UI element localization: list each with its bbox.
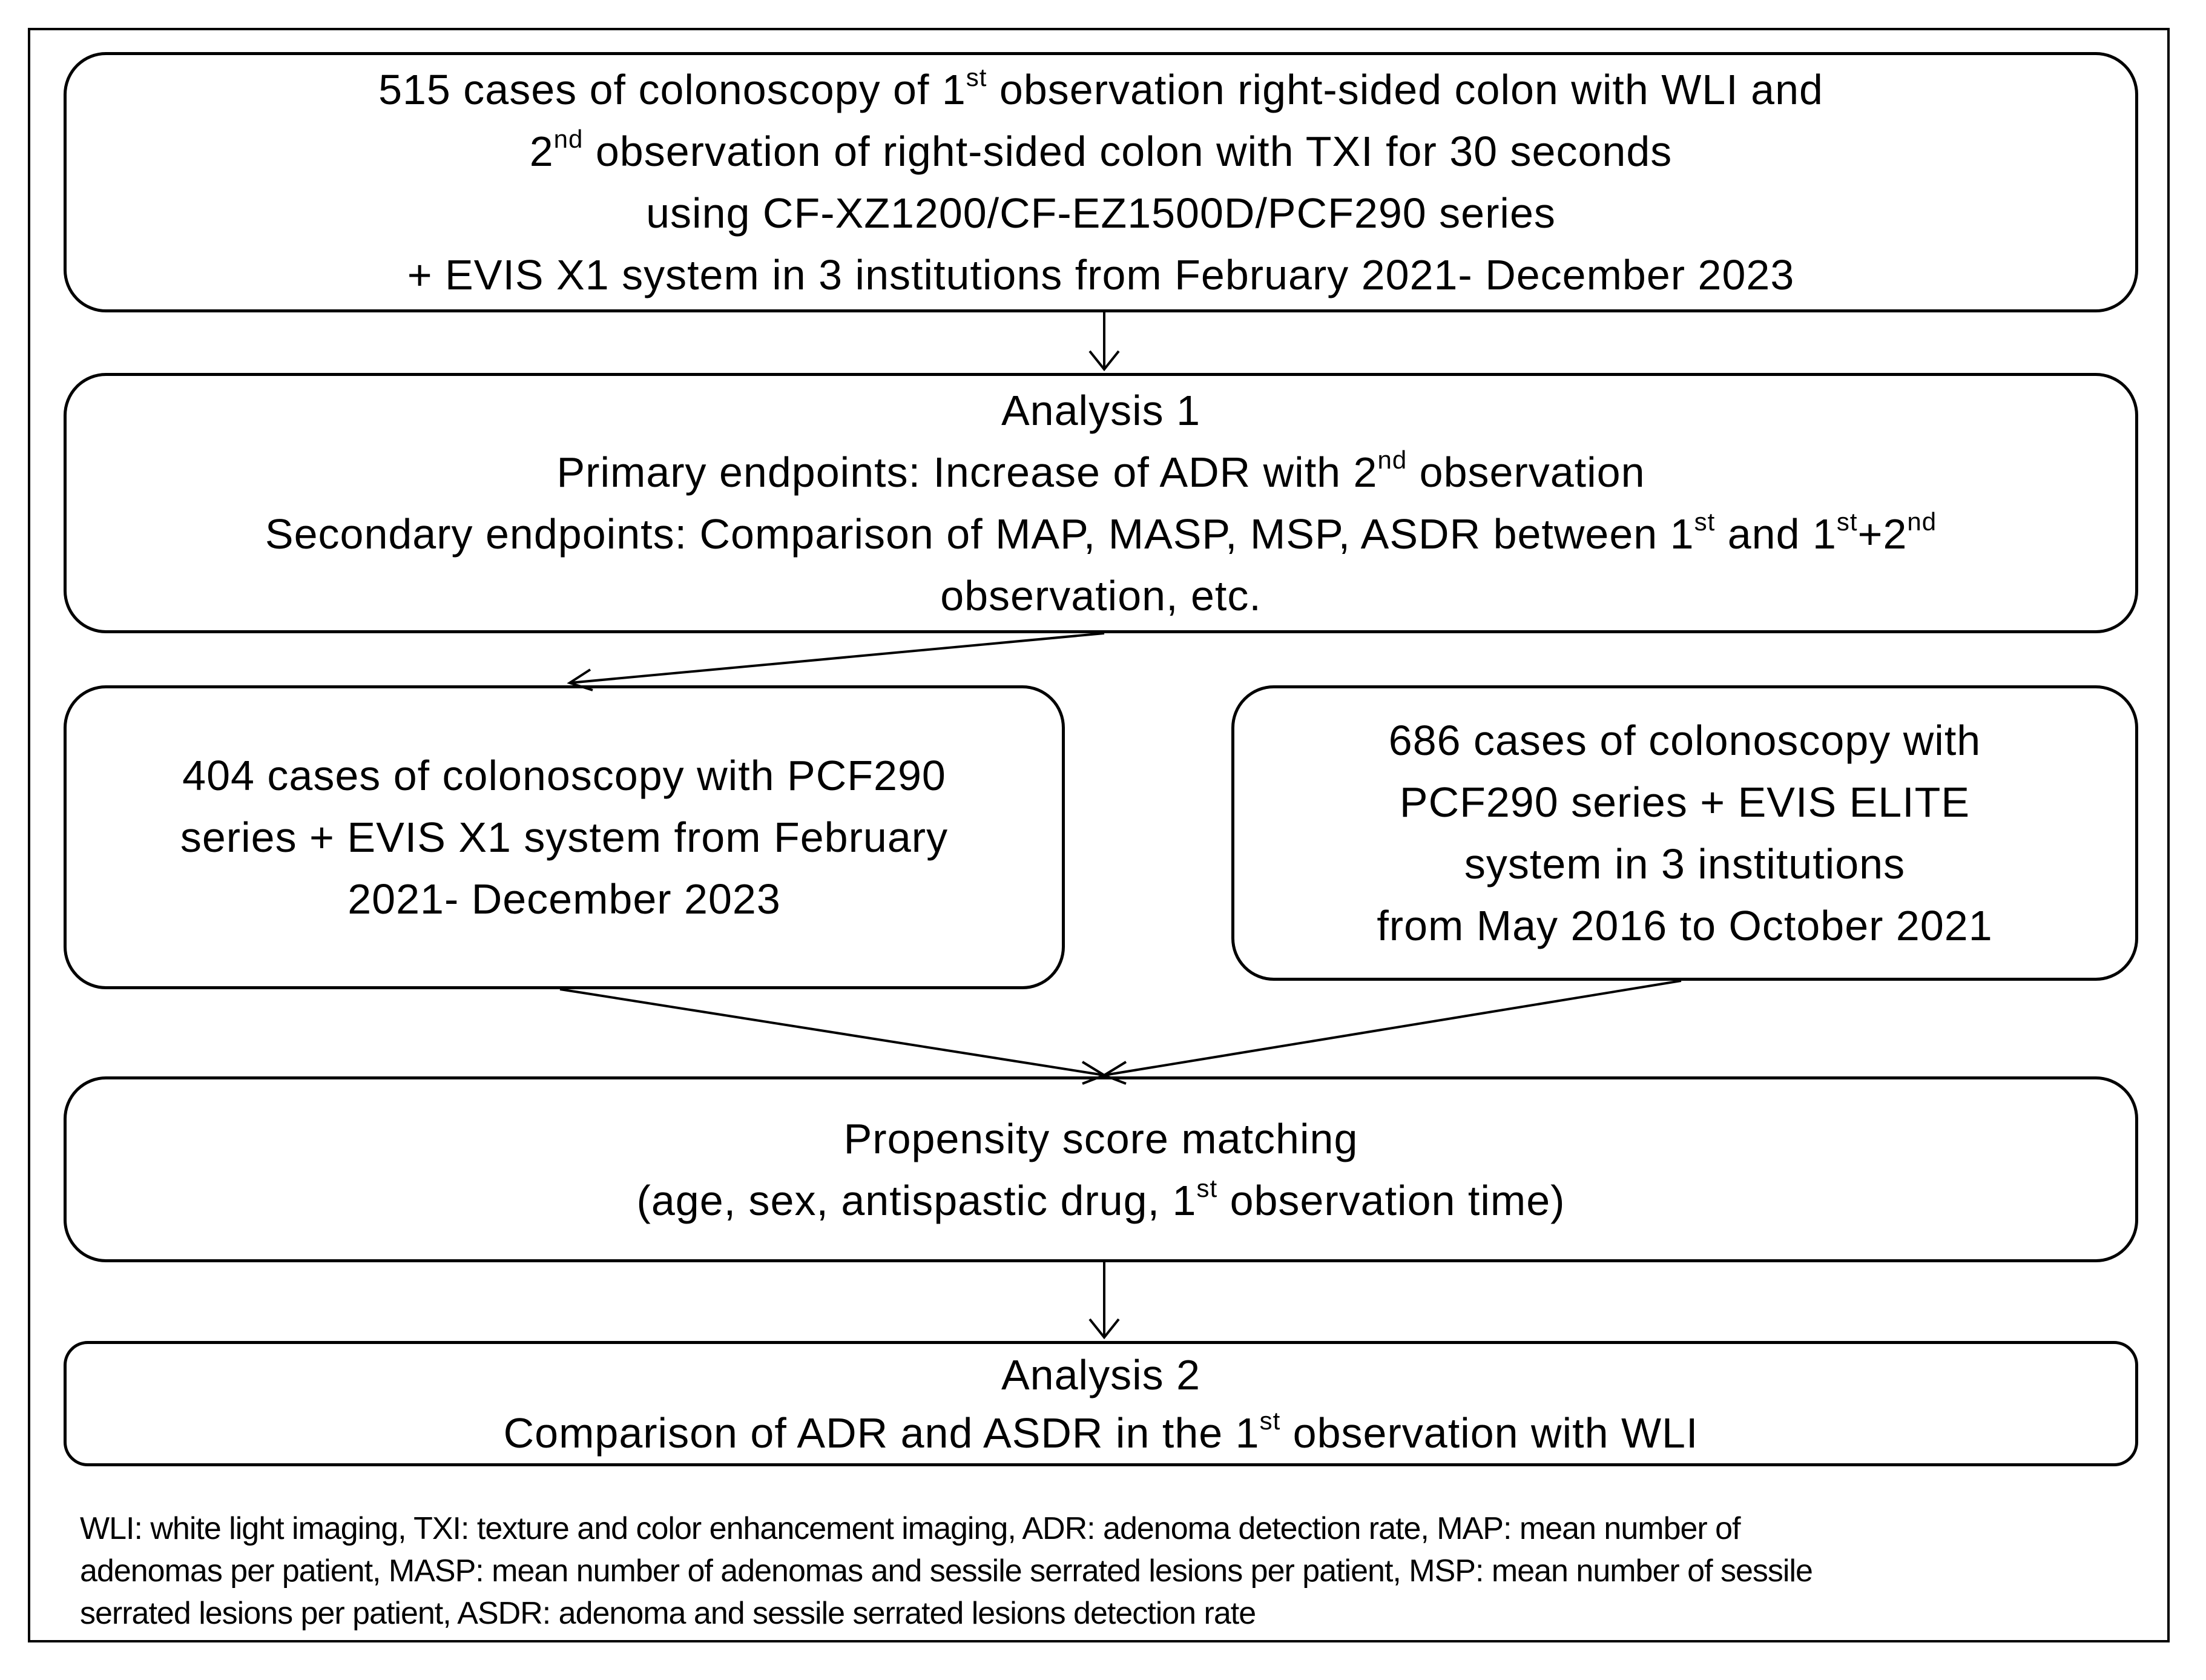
abbreviations-footnote bbox=[80, 1507, 2150, 1635]
text-segment: (age, sex, antispastic drug, 1 bbox=[636, 1176, 1197, 1224]
superscript-text: st bbox=[1836, 507, 1858, 536]
footnote-line: serrated lesions per patient, ASDR: adenoma and sessile serrated lesions detection rate bbox=[80, 1596, 1256, 1631]
text-segment: Propensity score matching bbox=[843, 1115, 1358, 1162]
text-segment: observation bbox=[1407, 449, 1645, 496]
text-segment: Analysis 1 bbox=[1001, 387, 1201, 434]
arrow-elite-cohort-to-matching bbox=[1104, 981, 1681, 1075]
text-segment: and 1 bbox=[1715, 510, 1837, 558]
text-segment: system in 3 institutions bbox=[1464, 840, 1906, 888]
text-segment: observation, etc. bbox=[940, 572, 1262, 619]
text-segment: observation right-sided colon with WLI and bbox=[987, 66, 1823, 113]
superscript-text: nd bbox=[553, 125, 584, 153]
text-segment: Secondary endpoints: Comparison of MAP, MASP, MSP, ASDR between 1 bbox=[265, 510, 1694, 558]
superscript-text: nd bbox=[1907, 507, 1937, 536]
text-segment: Primary endpoints: Increase of ADR with 2 bbox=[556, 449, 1378, 496]
superscript-text: st bbox=[1196, 1173, 1218, 1202]
text-segment: PCF290 series + EVIS ELITE bbox=[1399, 779, 1971, 826]
superscript-text: st bbox=[1259, 1406, 1281, 1435]
text-segment: observation of right-sided colon with TXI for 30 seconds bbox=[583, 128, 1673, 175]
text-segment: using CF-XZ1200/CF-EZ1500D/PCF290 series bbox=[646, 189, 1556, 237]
text-segment: 2 bbox=[529, 128, 554, 175]
text-segment: + EVIS X1 system in 3 institutions from February 2021- December 2023 bbox=[407, 251, 1795, 298]
text-segment: Comparison of ADR and ASDR in the 1 bbox=[503, 1409, 1260, 1457]
text-segment: 515 cases of colonoscopy of 1 bbox=[378, 66, 966, 113]
text-segment: Analysis 2 bbox=[1001, 1351, 1201, 1398]
arrow-analysis1-to-x1-cohort bbox=[570, 633, 1104, 683]
text-segment: series + EVIS X1 system from February bbox=[180, 814, 949, 861]
superscript-text: nd bbox=[1377, 446, 1408, 474]
superscript-text: st bbox=[1694, 507, 1716, 536]
footnote-line: WLI: white light imaging, TXI: texture and color enhancement imaging, ADR: adenoma detection rate, MAP: mean number of bbox=[80, 1511, 1740, 1546]
text-segment: observation with WLI bbox=[1280, 1409, 1699, 1457]
text-segment: +2 bbox=[1857, 510, 1908, 558]
text-segment: observation time) bbox=[1217, 1176, 1566, 1224]
text-segment: 404 cases of colonoscopy with PCF290 bbox=[182, 752, 946, 799]
arrow-x1-cohort-to-matching bbox=[560, 989, 1104, 1075]
text-segment: 686 cases of colonoscopy with bbox=[1388, 717, 1981, 764]
text-segment: from May 2016 to October 2021 bbox=[1377, 902, 1993, 949]
footnote-line: adenomas per patient, MASP: mean number of adenomas and sessile serrated lesions per patient, MSP: mean number of sessile bbox=[80, 1553, 1813, 1589]
superscript-text: st bbox=[966, 63, 987, 91]
text-segment: 2021- December 2023 bbox=[347, 875, 781, 923]
